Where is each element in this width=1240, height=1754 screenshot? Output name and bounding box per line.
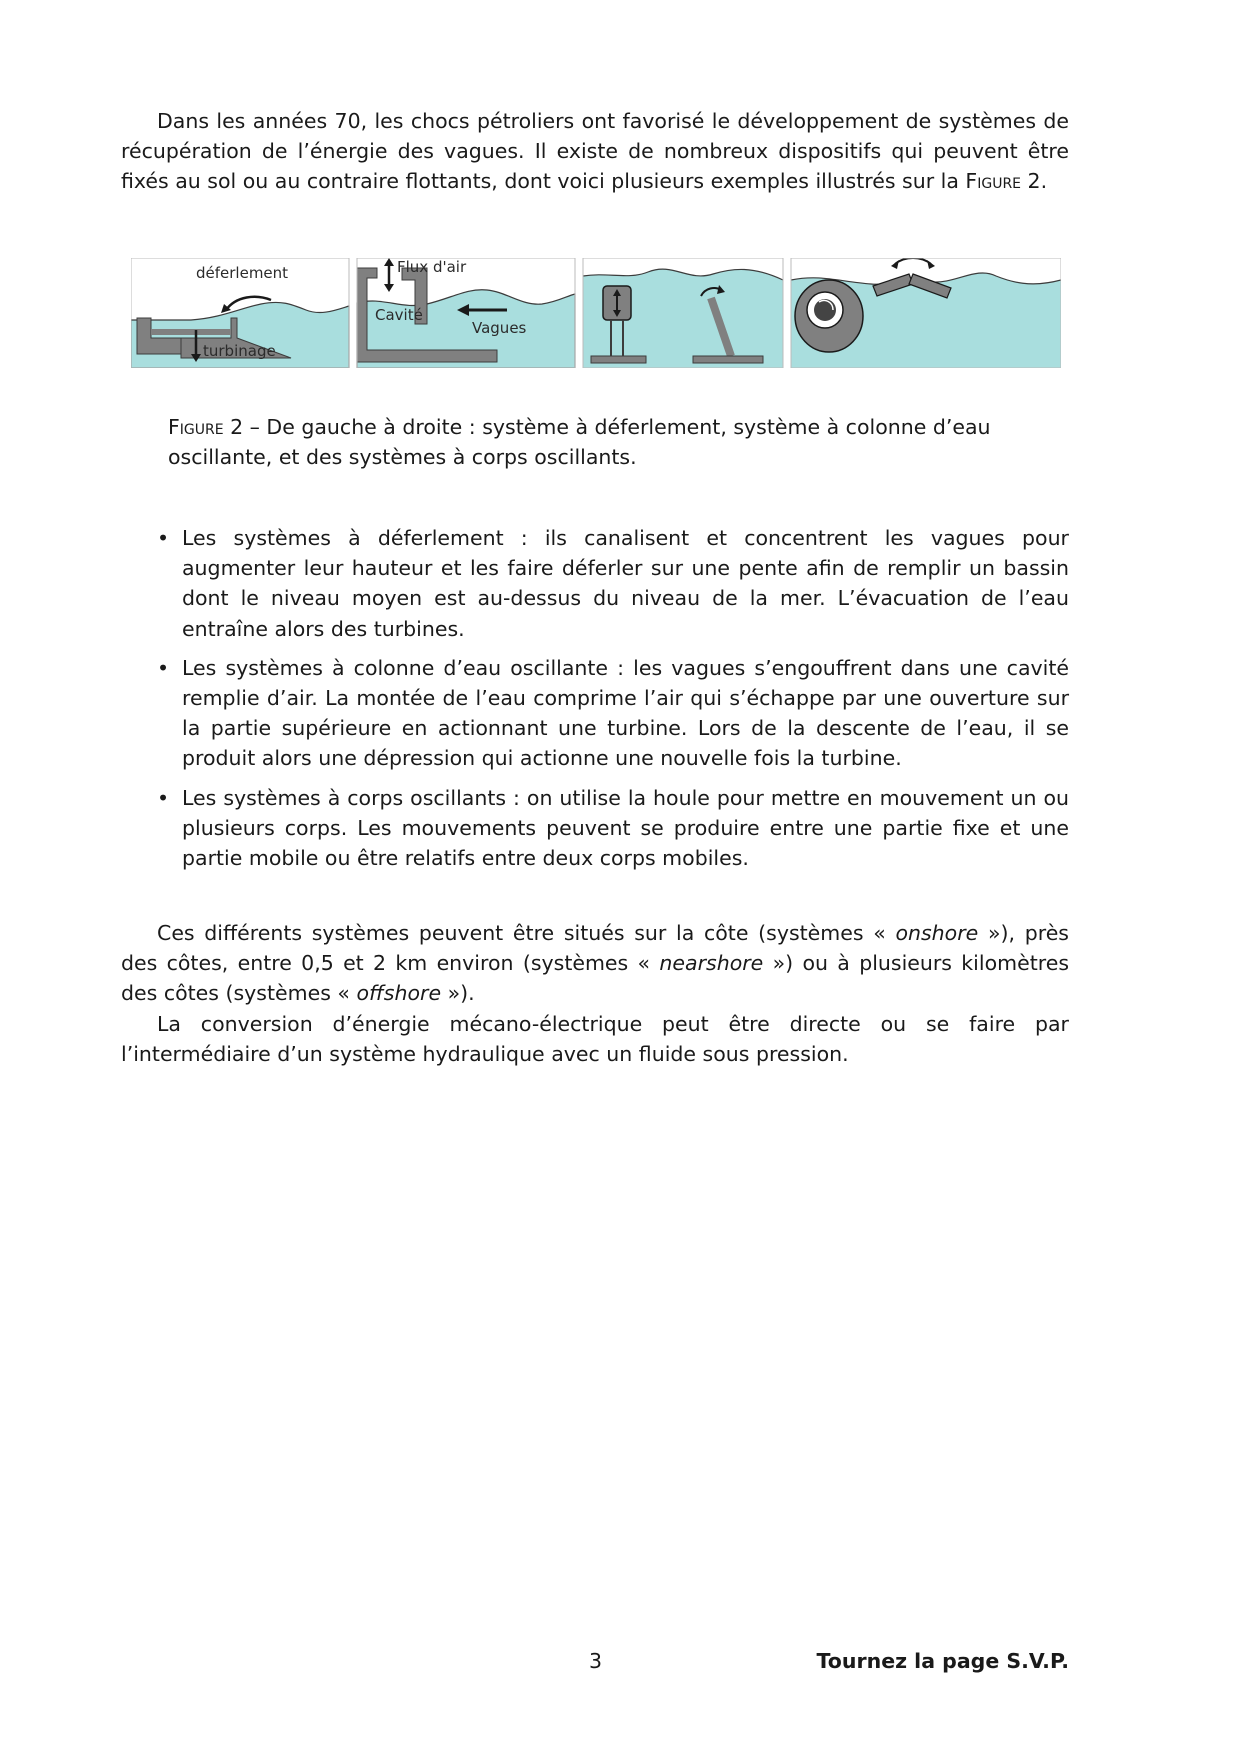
caption-text: 2 – De gauche à droite : système à déferlement, système à colonne d’eau oscillante, et des systèmes à corps oscillants.: [168, 415, 991, 469]
conversion-paragraph: La conversion d’énergie mécano-électrique peut être directe ou se faire par l’intermédiaire d’un système hydraulique avec un fluide sous pression.: [121, 1011, 1069, 1066]
intro-figure-ref-number: 2.: [1021, 169, 1048, 194]
panel-colonne-eau: [357, 258, 575, 368]
panel-deferlement: [131, 258, 349, 368]
caption-prefix: Figure: [168, 415, 224, 439]
intro-paragraph: [121, 106, 1069, 197]
list-item: [121, 653, 1069, 774]
list-item: [121, 783, 1069, 874]
bullet-icon: •: [157, 785, 170, 810]
label-deferlement: déferlement: [196, 264, 289, 282]
list-item-text: Les systèmes à déferlement : ils canalisent et concentrent les vagues pour augmenter leur hauteur et les faire déferler sur une pente afin de remplir un bassin dont le niveau moyen est au-dessus du niveau de la mer. L’évacuation de l’eau entraîne alors des turbines.: [182, 526, 1069, 641]
bullet-list: [121, 523, 1069, 882]
label-vagues: Vagues: [472, 319, 527, 337]
list-item-text: Les systèmes à corps oscillants : on utilise la houle pour mettre en mouvement un ou plusieurs corps. Les mouvements peuvent se produire entre une partie fixe et une partie mobile ou être relatifs entre deux corps mobiles.: [182, 785, 1069, 871]
location-text-a: Ces différents systèmes peuvent être situés sur la côte (systèmes «: [157, 921, 896, 945]
figure-caption: [168, 412, 1038, 472]
intro-text: Dans les années 70, les chocs pétroliers ont favorisé le développement de systèmes de récupération de l’énergie des vagues. Il existe de nombreux dispositifs qui peuvent être fixés au sol ou au contraire flottants, dont voici plusieurs exemples illustrés sur la: [121, 109, 1069, 194]
label-flux-air: Flux d'air: [397, 258, 467, 276]
wave-systems-figure: [131, 258, 1061, 368]
panel-corps-oscillants-flottants: [791, 258, 1061, 368]
page-number: 3: [589, 1649, 603, 1673]
location-text-c: ») ou à plusieurs kilomètres des côtes (systèmes «: [121, 951, 1069, 1006]
turn-page-note: Tournez la page S.V.P.: [816, 1649, 1069, 1673]
bullet-icon: •: [157, 526, 170, 550]
location-text-d: »).: [441, 981, 475, 1006]
location-paragraph: [121, 918, 1069, 1009]
onshore-term: onshore: [895, 921, 979, 945]
intro-figure-ref: Figure: [965, 169, 1022, 194]
list-item-text: Les systèmes à colonne d’eau oscillante : les vagues s’engouffrent dans une cavité remplie d’air. La montée de l’eau comprime l’air qui s’échappe par une ouverture sur la partie supérieure en actionnant une turbine. Lors de la descente de l’eau, il se produit alors une dépression qui actionne une nouvelle fois la turbine.: [182, 655, 1069, 771]
closing-paragraphs: [121, 918, 1069, 1069]
label-cavite: Cavité: [375, 306, 423, 324]
list-item: [121, 523, 1069, 644]
offshore-term: offshore: [356, 981, 442, 1006]
nearshore-term: nearshore: [659, 951, 764, 976]
panel-corps-oscillants-fixes: [583, 258, 783, 368]
location-text-b: »), près des côtes, entre 0,5 et 2 km environ (systèmes «: [121, 921, 1069, 976]
bullet-icon: •: [157, 655, 170, 680]
label-turbinage: turbinage: [203, 342, 276, 360]
